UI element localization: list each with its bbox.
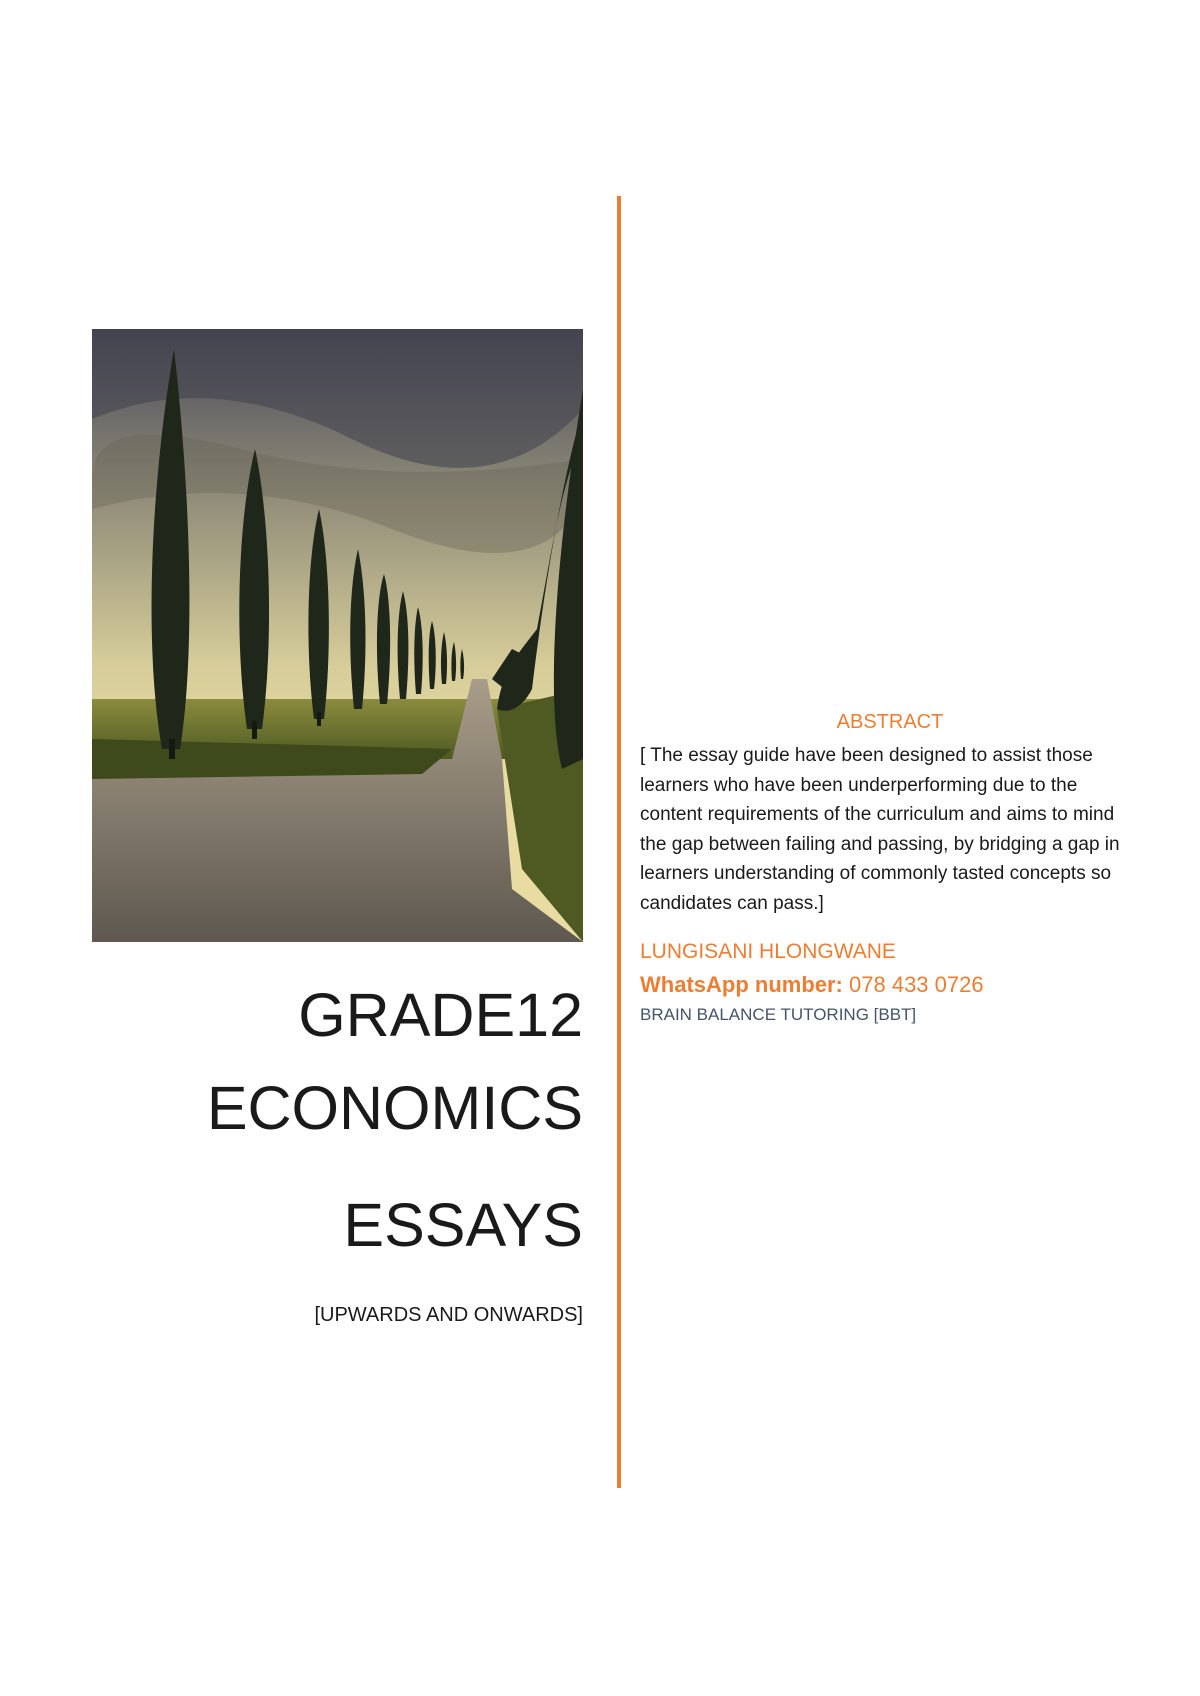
abstract-column [640,709,1140,1028]
author-name: LUNGISANI HLONGWANE [640,940,896,963]
abstract-heading: ABSTRACT [836,711,944,733]
whatsapp-number: 078 433 0726 [849,972,984,997]
title-line-3: ESSAYS [343,1191,583,1259]
cover-photo [92,329,583,942]
organisation-name: BRAIN BALANCE TUTORING [BBT] [640,1005,917,1024]
cover-subtitle: [UPWARDS AND ONWARDS] [314,1304,583,1326]
title-line-1: GRADE12 [298,981,583,1049]
whatsapp-contact [640,970,1140,1000]
whatsapp-label: WhatsApp number: [640,972,843,997]
cypress-road-image [92,329,583,942]
abstract-body: [ The essay guide have been designed to assist those learners who have been underperforming due to the content requirements of the curriculum and aims to mind the gap between failing and passing, by bridging a gap in learners understanding of commonly tasted concepts so candidates can pass.] [640,745,1120,914]
cover-title-block [92,980,583,1328]
vertical-divider [617,196,621,1488]
title-line-2: ECONOMICS [206,1074,583,1142]
